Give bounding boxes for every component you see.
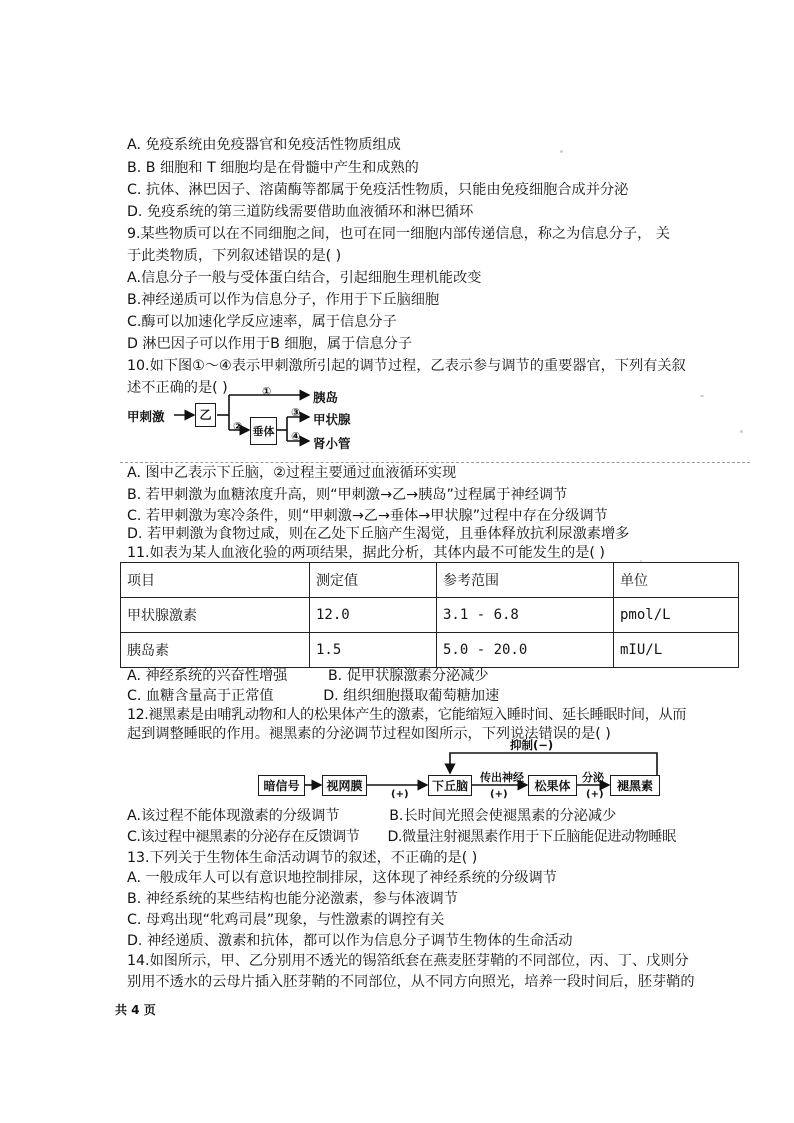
- q12-stem-2: 起到调整睡眠的作用。褪黑素的分泌调节过程如图所示，下列说法错误的是( ): [127, 726, 611, 742]
- table-header-cell: 单位: [614, 563, 739, 598]
- q9-option-a: A.信息分子一般与受体蛋白结合，引起细胞生理机能改变: [127, 270, 482, 286]
- q8-option-c: C. 抗体、淋巴因子、溶菌酶等都属于免疫活性物质，只能由免疫细胞合成并分泌: [127, 182, 629, 198]
- table-cell: mIU/L: [614, 633, 739, 668]
- q10-option-a: A. 图中乙表示下丘脑，②过程主要通过血液循环实现: [127, 465, 457, 481]
- table-header-cell: 测定值: [310, 563, 437, 598]
- q13-option-a: A. 一般成年人可以有意识地控制排尿，这体现了神经系统的分级调节: [127, 870, 557, 886]
- q12-options-ab: A.该过程不能体现激素的分级调节 B.长时间光照会使褪黑素的分泌减少: [127, 808, 617, 824]
- target-pancreatic-islet: 胰岛: [313, 390, 339, 405]
- scan-noise: [700, 395, 704, 397]
- q10-stem-2: 述不正确的是( ): [127, 380, 228, 396]
- q12-options-cd: C.该过程中褪黑素的分泌存在反馈调节 D.微量注射褪黑素作用于下丘脑能促进动物睡眠: [127, 829, 676, 845]
- organ-box: 乙: [195, 403, 216, 427]
- q9-stem-1: 9.某些物质可以在不同细胞之间，也可在同一细胞内部传递信息，称之为信息分子， 关: [127, 226, 670, 242]
- plus-sign: (+): [490, 789, 508, 800]
- q9-option-b: B.神经递质可以作为信息分子，作用于下丘脑细胞: [127, 292, 440, 308]
- q14-stem-2: 别用不透水的云母片插入胚芽鞘的不同部位，从不同方向照光，培养一段时间后，胚芽鞘的: [127, 974, 695, 990]
- q14-stem-1: 14.如图所示，甲、乙分别用不透光的锡箔纸套在燕麦胚芽鞘的不同部位，丙、丁、戊则分: [127, 953, 689, 969]
- table-header-cell: 参考范围: [437, 563, 614, 598]
- q10-diagram: [127, 383, 387, 459]
- scan-noise: [640, 560, 642, 562]
- efferent-nerve-label: 传出神经: [480, 771, 524, 784]
- table-cell: 5.0 - 20.0: [437, 633, 614, 668]
- table-cell: pmol/L: [614, 598, 739, 633]
- q9-option-c: C.酶可以加速化学反应速率，属于信息分子: [127, 314, 397, 330]
- q8-option-d: D. 免疫系统的第三道防线需要借助血液循环和淋巴循环: [127, 204, 474, 220]
- q10-option-c: C. 若甲刺激为寒冷条件，则“甲刺激→乙→垂体→甲状腺”过程中存在分级调节: [127, 508, 608, 524]
- plus-sign: (+): [391, 789, 409, 800]
- q13-option-b: B. 神经系统的某些结构也能分泌激素，参与体液调节: [127, 891, 458, 907]
- hypothalamus-box: 下丘脑: [428, 775, 472, 796]
- q11-stem: 11.如表为某人血液化验的两项结果，据此分析，其体内最不可能发生的是( ): [127, 545, 605, 561]
- q11-options-cd: C. 血糖含量高于正常值 D. 组织细胞摄取葡萄糖加速: [127, 688, 500, 704]
- q8-option-a: A. 免疫系统由免疫器官和免疫活性物质组成: [127, 137, 401, 153]
- melatonin-box: 褪黑素: [610, 775, 660, 796]
- q8-option-b: B. B 细胞和 T 细胞均是在骨髓中产生和成熟的: [127, 160, 419, 176]
- blood-test-table: [120, 562, 739, 668]
- process-2-marker: ②: [233, 420, 243, 433]
- plus-sign: (+): [586, 789, 604, 800]
- pituitary-box: 垂体: [250, 417, 277, 445]
- inhibit-label: 抑制(−): [510, 738, 554, 752]
- q9-option-d: D 淋巴因子可以作用于B 细胞，属于信息分子: [127, 336, 413, 352]
- process-3-marker: ③: [291, 406, 301, 419]
- q12-diagram: [255, 738, 665, 805]
- secrete-label: 分泌: [582, 771, 604, 784]
- table-header-cell: 项目: [121, 563, 310, 598]
- table-header-row: [121, 563, 739, 598]
- scan-noise: [560, 150, 563, 153]
- q12-stem-1: 12.褪黑素是由哺乳动物和人的松果体产生的激素，它能缩短入睡时间、延长睡眠时间，从而: [127, 707, 687, 723]
- q9-stem-2: 于此类物质，下列叙述错误的是( ): [127, 248, 342, 264]
- process-4-marker: ④: [291, 430, 301, 443]
- table-row: [121, 633, 739, 668]
- table-cell: 胰岛素: [121, 633, 310, 668]
- table-cell: 甲状腺激素: [121, 598, 310, 633]
- q13-stem: 13.下列关于生物体生命活动调节的叙述，不正确的是( ): [127, 850, 478, 866]
- table-cell: 12.0: [310, 598, 437, 633]
- scan-noise: [740, 430, 743, 433]
- q13-option-c: C. 母鸡出现“牝鸡司晨”现象，与性激素的调控有关: [127, 912, 445, 928]
- q13-option-d: D. 神经递质、激素和抗体，都可以作为信息分子调节生物体的生命活动: [127, 933, 573, 949]
- pineal-gland-box: 松果体: [528, 775, 577, 796]
- q10-stem-1: 10.如下图①～④表示甲刺激所引起的调节过程，乙表示参与调节的重要器官，下列有关叙: [127, 358, 686, 374]
- q10-option-d: D. 若甲刺激为食物过咸，则在乙处下丘脑产生渴觉，且垂体释放抗利尿激素增多: [127, 526, 630, 542]
- table-row: [121, 598, 739, 633]
- process-1-marker: ①: [262, 385, 272, 398]
- q10-option-b: B. 若甲刺激为血糖浓度升高，则“甲刺激→乙→胰岛”过程属于神经调节: [127, 487, 568, 503]
- stimulus-label: 甲刺激: [127, 409, 165, 424]
- target-thyroid: 甲状腺: [313, 412, 351, 427]
- page-footer: 共 4 页: [115, 1003, 156, 1017]
- q11-options-ab: A. 神经系统的兴奋性增强 B. 促甲状腺激素分泌减少: [127, 668, 489, 684]
- dark-signal-box: 暗信号: [258, 775, 305, 796]
- retina-box: 视网膜: [322, 775, 367, 796]
- table-cell: 3.1 - 6.8: [437, 598, 614, 633]
- target-renal-tubule: 肾小管: [313, 436, 351, 451]
- table-cell: 1.5: [310, 633, 437, 668]
